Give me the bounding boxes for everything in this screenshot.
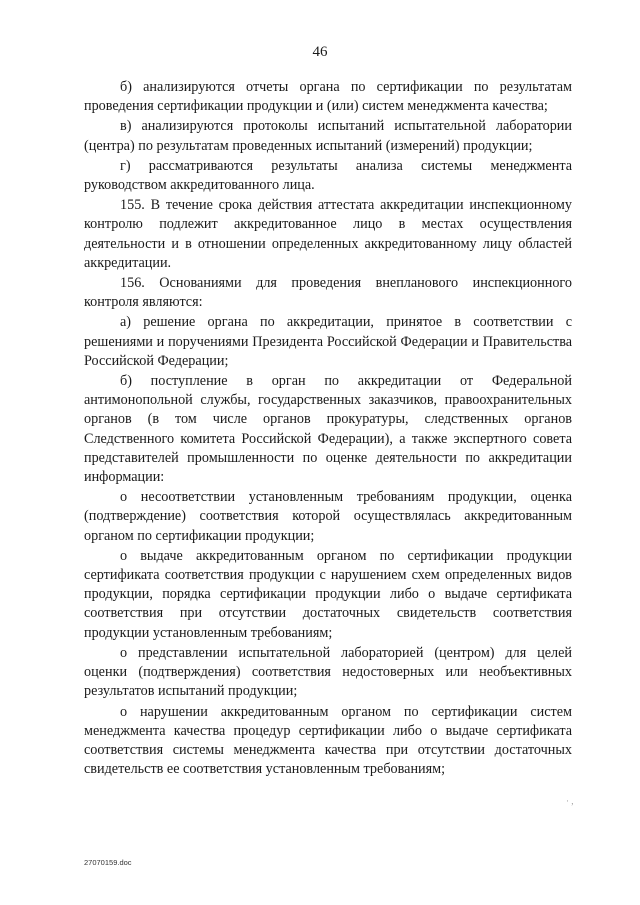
paragraph-nonconformity: о несоответствии установленным требованиям продукции, оценка (подтверждение) соответствия которой осуществлялась аккредитованным органом по сертификации продукции; <box>84 489 572 544</box>
paragraph-156-item-b: б) поступление в орган по аккредитации от Федеральной антимонопольной службы, государственных заказчиков, правоохранительных органов (в том числе органов прокуратуры, следственных органов Следственного комитета Российской Федерации), а также экспертного совета представителей промышленности по оценке деятельности по аккредитации информации: <box>84 373 572 486</box>
paragraph-item-v-protocols: в) анализируются протоколы испытаний испытательной лаборатории (центра) по результатам проведенных испытаний (измерений) продукции; <box>84 118 572 154</box>
page-number: 46 <box>312 44 328 60</box>
paragraph-qms-violation: о нарушении аккредитованным органом по сертификации систем менеджмента качества процедур сертификации либо о выдаче сертификата соответствия системы менеджмента качества при отсутствии достаточных свидетельств ее соответствия установленным требованиям; <box>84 703 572 778</box>
footer-document-code: 27070159.doc <box>84 858 132 867</box>
scan-artifact: · , <box>566 796 574 806</box>
paragraph-156: 156. Основаниями для проведения внепланового инспекционного контроля являются: <box>84 275 572 311</box>
paragraph-item-g-analysis: г) рассматриваются результаты анализа системы менеджмента руководством аккредитованного лица. <box>84 157 572 194</box>
paragraph-156-item-a: а) решение органа по аккредитации, принятое в соответствии с решениями и поручениями Президента Российской Федерации и Правительства Российской Федерации; <box>84 314 572 369</box>
paragraph-155: 155. В течение срока действия аттестата аккредитации инспекционному контролю подлежит аккредитованное лицо в местах осуществления деятельности и в отношении определенных аккредитованному лицу областей аккредитации. <box>84 197 572 271</box>
paragraph-certificate-issuance: о выдаче аккредитованным органом по сертификации продукции сертификата соответствия продукции с нарушением схем определенных видов продукции, порядка сертификации продукции либо о выдаче сертификата соответствия при отсутствии достаточных свидетельств соответствия продукции установленным требованиям; <box>84 547 572 641</box>
paragraph-item-b-reports: б) анализируются отчеты органа по сертификации по результатам проведения сертификации продукции и (или) систем менеджмента качества; <box>84 79 572 115</box>
paragraph-lab-results: о представлении испытательной лабораторией (центром) для целей оценки (подтверждения) соответствия недостоверных или необъективных результатов испытаний продукции; <box>84 644 572 700</box>
document-body <box>84 78 572 779</box>
